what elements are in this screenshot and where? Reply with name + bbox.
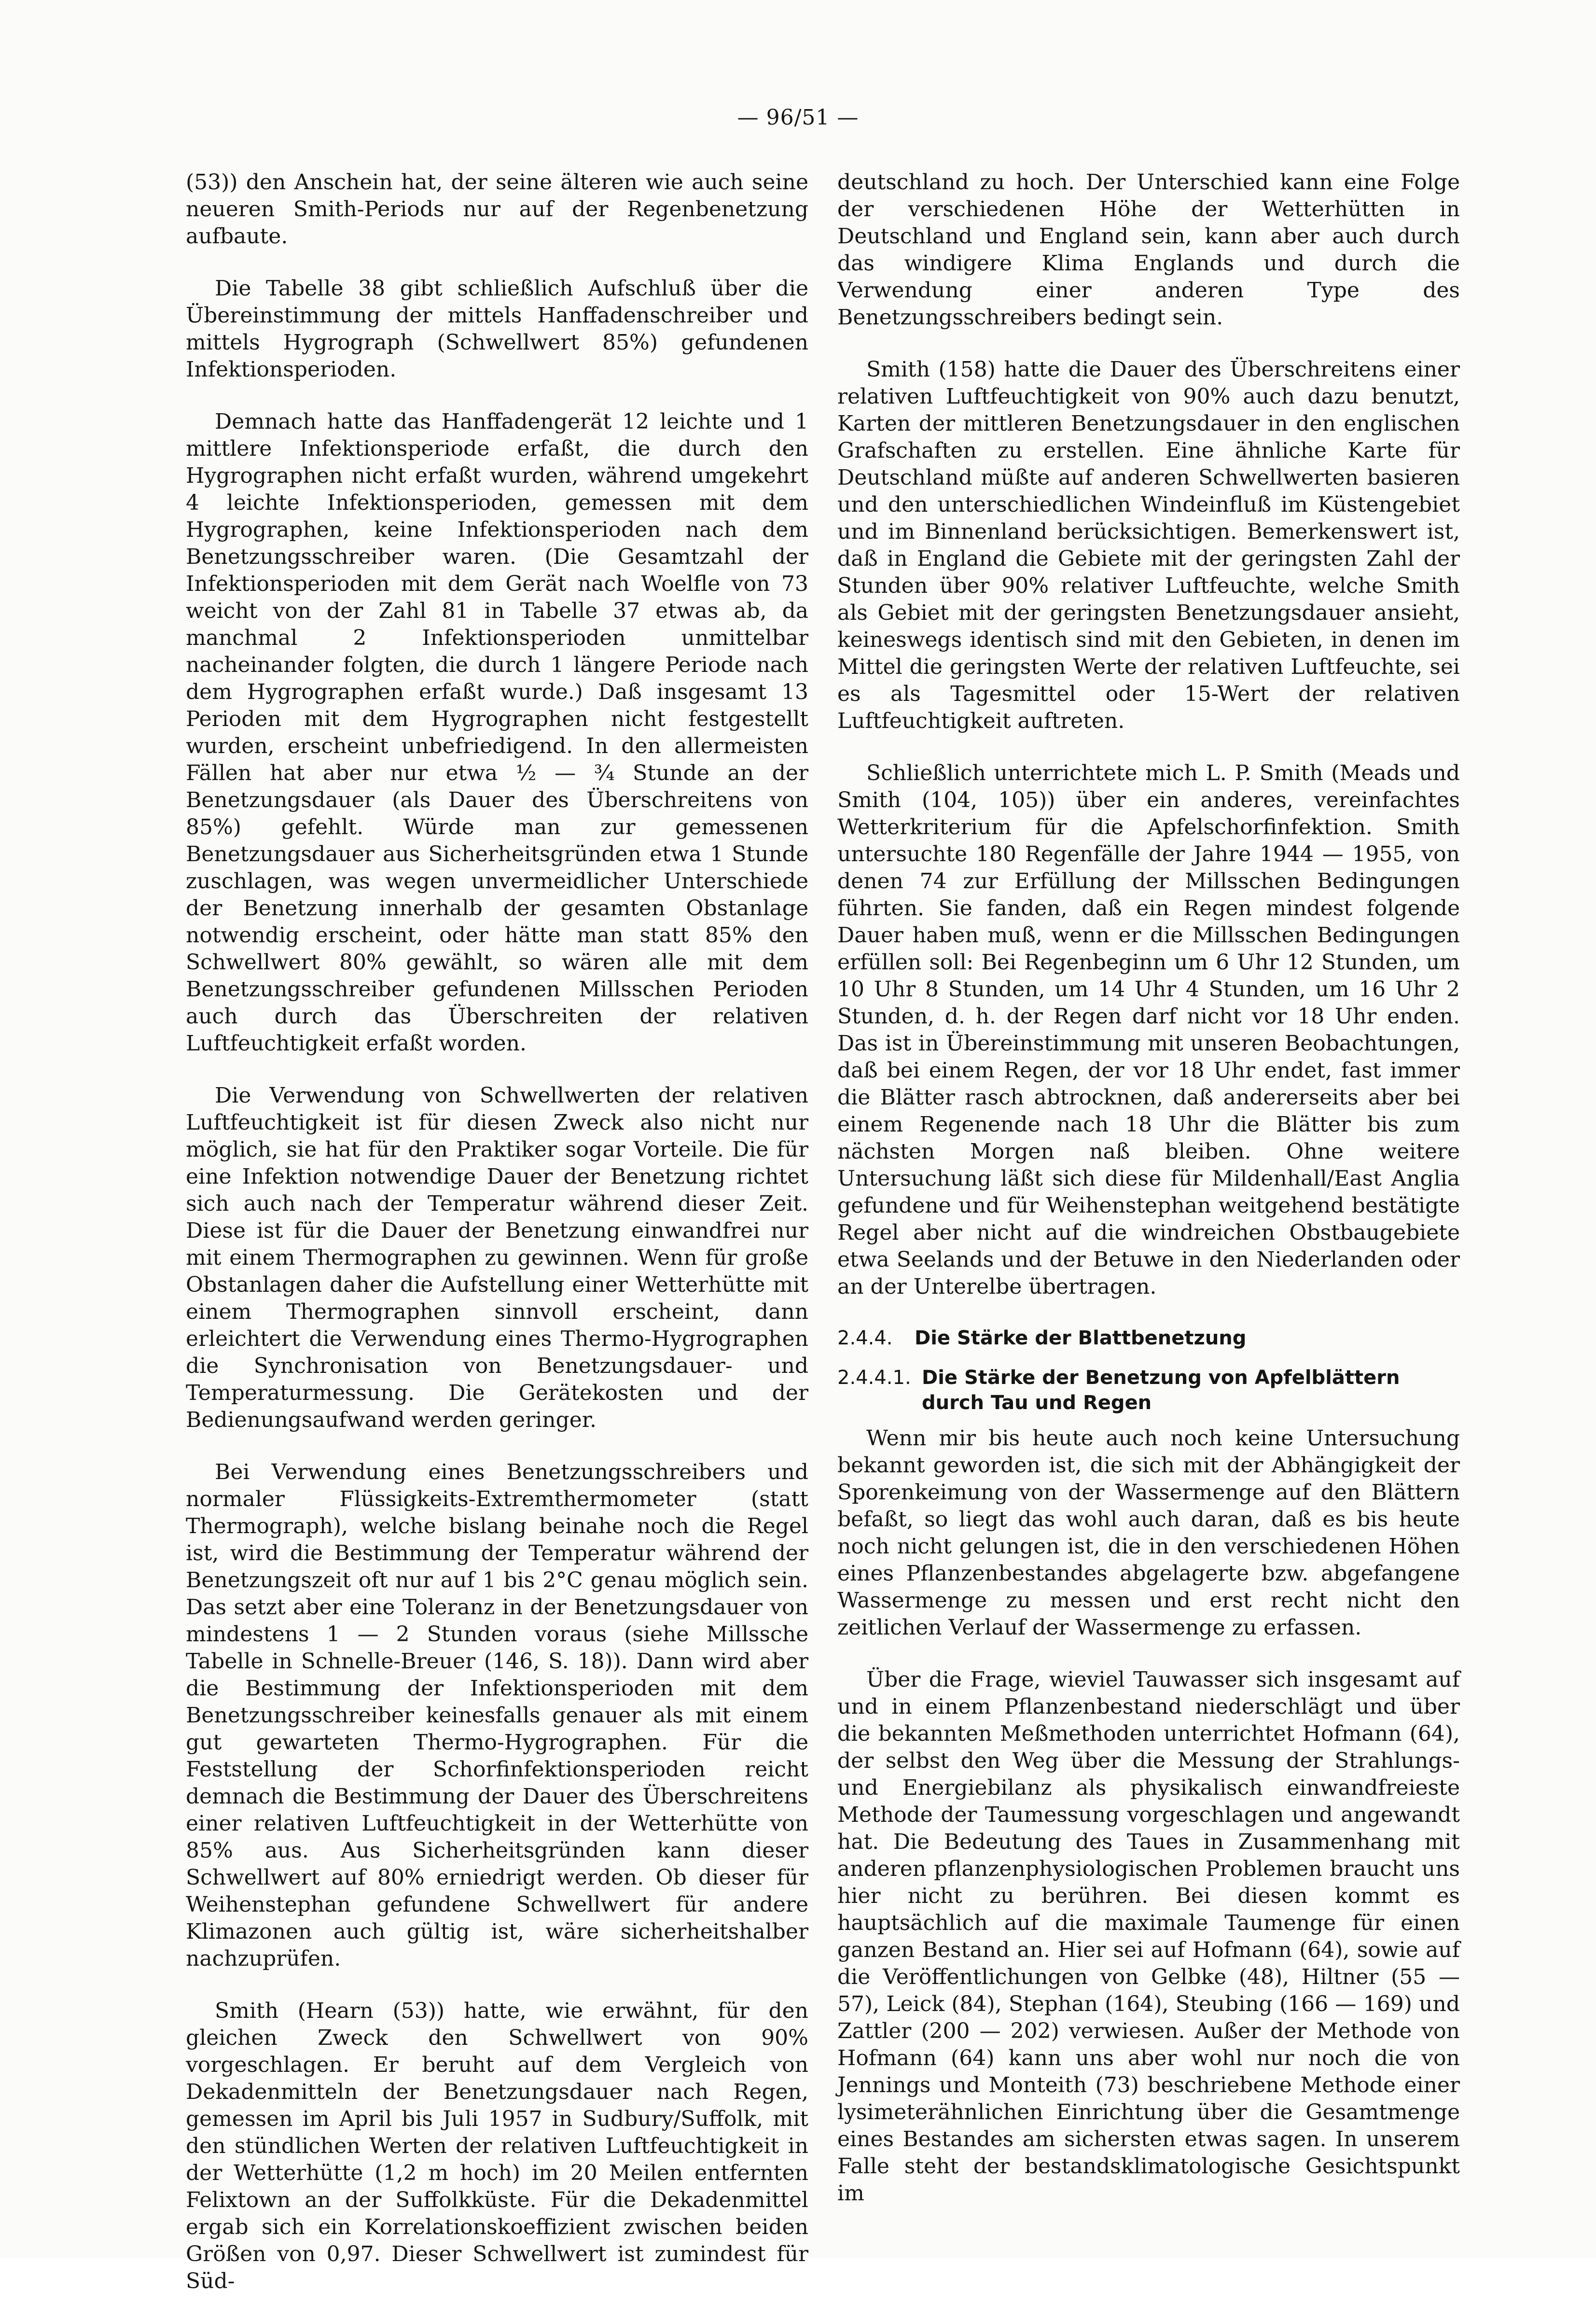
subsection-title: Die Stärke der Benetzung von Apfelblättern durch Tau und Regen [922,1367,1400,1414]
section-number: 2.4.4. [837,1327,893,1349]
section-title: Die Stärke der Blattbenetzung [915,1327,1247,1349]
subsection-number: 2.4.4.1. [837,1367,911,1389]
section-heading [837,1326,1460,1351]
right-column [837,169,1460,2232]
paragraph: Die Tabelle 38 gibt schließlich Aufschluß über die Übereinstimmung der mittels Hanffadenschreiber und mittels Hygrograph (Schwellwert 85%) gefundenen Infektionsperioden. [186,276,808,382]
paragraph: Demnach hatte das Hanffadengerät 12 leichte und 1 mittlere Infektionsperiode erfaßt, die durch den Hygrographen nicht erfaßt wurden, während umgekehrt 4 leichte Infektionsperioden, gemessen mit dem Hygrographen, keine Infektionsperioden nach dem Benetzungsschreiber waren. (Die Gesamtzahl der Infektionsperioden mit dem Gerät nach Woelfle von 73 weicht von der Zahl 81 in Tabelle 37 etwas ab, da manchmal 2 Infektionsperioden unmittelbar nacheinander folgten, die durch 1 längere Periode nach dem Hygrographen erfaßt wurde.) Daß insgesamt 13 Perioden mit dem Hygrographen nicht festgestellt wurden, erscheint unbefriedigend. In den allermeisten Fällen hat aber nur etwa ½ — ¾ Stunde an der Benetzungsdauer (als Dauer des Überschreitens von 85%) gefehlt. Würde man zur gemessenen Benetzungsdauer aus Sicherheitsgründen etwa 1 Stunde zuschlagen, was wegen unvermeidlicher Unterschiede der Benetzung innerhalb der gesamten Obstanlage notwendig erscheint, oder hätte man statt 85% den Schwellwert 80% gewählt, so wären alle mit dem Benetzungsschreiber gefundenen Millsschen Perioden auch durch das Überschreiten der relativen Luftfeuchtigkeit erfaßt worden. [186,409,808,1056]
subsection-heading [837,1365,1460,1415]
paragraph: Über die Frage, wieviel Tauwasser sich insgesamt auf und in einem Pflanzenbestand niederschlägt und über die bekannten Meßmethoden unterrichtet Hofmann (64), der selbst den Weg über die Messung der Strahlungs- und Energiebilanz als physikalisch einwandfreieste Methode der Taumessung vorgeschlagen und angewandt hat. Die Bedeutung des Taues in Zusammenhang mit anderen pflanzenphysiologischen Problemen braucht uns hier nicht zu berühren. Bei diesen kommt es hauptsächlich auf die maximale Taumenge für einen ganzen Bestand an. Hier sei auf Hofmann (64), sowie auf die Veröffentlichungen von Gelbke (48), Hiltner (55 — 57), Leick (84), Stephan (164), Steubing (166 — 169) und Zattler (200 — 202) verwiesen. Außer der Methode von Hofmann (64) kann uns aber wohl nur noch die von Jennings und Monteith (73) beschriebene Methode einer lysimeterähnlichen Einrichtung über die Gesamtmenge eines Bestandes am sichersten etwas sagen. In unserem Falle steht der bestandsklimatologische Gesichtspunkt im [837,1667,1460,2206]
paragraph: deutschland zu hoch. Der Unterschied kann eine Folge der verschiedenen Höhe der Wetterhütten in Deutschland und England sein, kann aber auch durch das windigere Klima Englands und durch die Verwendung einer anderen Type des Benetzungsschreibers bedingt sein. [837,170,1460,330]
page-number: — 96/51 — [737,105,859,130]
paragraph: Smith (158) hatte die Dauer des Überschreitens einer relativen Luftfeuchtigkeit von 90% auch dazu benutzt, Karten der mittleren Benetzungsdauer in den englischen Grafschaften zu erstellen. Eine ähnliche Karte für Deutschland müßte auf anderen Schwellwerten basieren und den unterschiedlichen Windeinfluß im Küstengebiet und im Binnenland berücksichtigen. Bemerkenswert ist, daß in England die Gebiete mit der geringsten Zahl der Stunden über 90% relativer Luftfeuchte, welche Smith als Gebiet mit der geringsten Benetzungsdauer ansieht, keineswegs identisch sind mit den Gebieten, in denen im Mittel die geringsten Werte der relativen Luftfeuchte, sei es als Tagesmittel oder 15-Wert der relativen Luftfeuchtigkeit auftreten. [837,357,1460,733]
paragraph: (53)) den Anschein hat, der seine älteren wie auch seine neueren Smith-Periods nur auf der Regenbenetzung aufbaute. [186,170,808,249]
paragraph: Wenn mir bis heute auch noch keine Untersuchung bekannt geworden ist, die sich mit der Abhängigkeit der Sporenkeimung von der Wassermenge auf den Blättern befaßt, so liegt das wohl auch daran, daß es bis heute noch nicht gelungen ist, die in den verschiedenen Höhen eines Pflanzenbestandes abgelagerte bzw. abgefangene Wassermenge zu messen und erst recht nicht den zeitlichen Verlauf der Wassermenge zu erfassen. [837,1426,1460,1640]
paragraph: Bei Verwendung eines Benetzungsschreibers und normaler Flüssigkeits-Extremthermometer (statt Thermograph), welche bislang beinahe noch die Regel ist, wird die Bestimmung der Temperatur während der Benetzungszeit oft nur auf 1 bis 2°C genau möglich sein. Das setzt aber eine Toleranz in der Benetzungsdauer von mindestens 1 — 2 Stunden voraus (siehe Millssche Tabelle in Schnelle-Breuer (146, S. 18)). Dann wird aber die Bestimmung der Infektionsperioden mit dem Benetzungsschreiber keinesfalls genauer als mit einem gut gewarteten Thermo-Hygrographen. Für die Feststellung der Schorfinfektionsperioden reicht demnach die Bestimmung der Dauer des Überschreitens einer relativen Luftfeuchtigkeit in der Wetterhütte von 85% aus. Aus Sicherheitsgründen kann dieser Schwellwert auf 80% erniedrigt werden. Ob dieser für Weihenstephan gefundene Schwellwert für andere Klimazonen auch gültig ist, wäre sicherheitshalber nachzuprüfen. [186,1460,808,1971]
left-column [186,169,808,2320]
paragraph: Die Verwendung von Schwellwerten der relativen Luftfeuchtigkeit ist für diesen Zweck also nicht nur möglich, sie hat für den Praktiker sogar Vorteile. Die für eine Infektion notwendige Dauer der Benetzung richtet sich auch nach der Temperatur während dieser Zeit. Diese ist für die Dauer der Benetzung einwandfrei nur mit einem Thermographen zu gewinnen. Wenn für große Obstanlagen daher die Aufstellung einer Wetterhütte mit einem Thermographen sinnvoll erscheint, dann erleichtert die Verwendung eines Thermo-Hygrographen die Synchronisation von Benetzungsdauer- und Temperaturmessung. Die Gerätekosten und der Bedienungsaufwand werden geringer. [186,1083,808,1432]
paragraph: Smith (Hearn (53)) hatte, wie erwähnt, für den gleichen Zweck den Schwellwert von 90% vorgeschlagen. Er beruht auf dem Vergleich von Dekadenmitteln der Benetzungsdauer nach Regen, gemessen im April bis Juli 1957 in Sudbury/Suffolk, mit den stündlichen Werten der relativen Luftfeuchtigkeit in der Wetterhütte (1,2 m hoch) im 20 Meilen entfernten Felixtown an der Suffolkküste. Für die Dekadenmittel ergab sich ein Korrelationskoeffizient zwischen beiden Größen von 0,97. Dieser Schwellwert ist zumindest für Süd- [186,1999,808,2293]
paragraph: Schließlich unterrichtete mich L. P. Smith (Meads und Smith (104, 105)) über ein anderes, vereinfachtes Wetterkriterium für die Apfelschorfinfektion. Smith untersuchte 180 Regenfälle der Jahre 1944 — 1955, von denen 74 zur Erfüllung der Millsschen Bedingungen führten. Sie fanden, daß ein Regen mindest folgende Dauer haben muß, wenn er die Millsschen Bedingungen erfüllen soll: Bei Regenbeginn um 6 Uhr 12 Stunden, um 10 Uhr 8 Stunden, um 14 Uhr 4 Stunden, um 16 Uhr 2 Stunden, d. h. der Regen darf nicht vor 18 Uhr enden. Das ist in Übereinstimmung mit unseren Beobachtungen, daß bei einem Regen, der vor 18 Uhr endet, fast immer die Blätter rasch abtrocknen, daß andererseits aber bei einem Regenende nach 18 Uhr die Blätter bis zum nächsten Morgen naß bleiben. Ohne weitere Untersuchung läßt sich diese für Mildenhall/East Anglia gefundene und für Weihenstephan weitgehend bestätigte Regel aber nicht auf die windreichen Obstbaugebiete etwa Seelands und der Betuwe in den Niederlanden oder an der Unterelbe übertragen. [837,761,1460,1299]
